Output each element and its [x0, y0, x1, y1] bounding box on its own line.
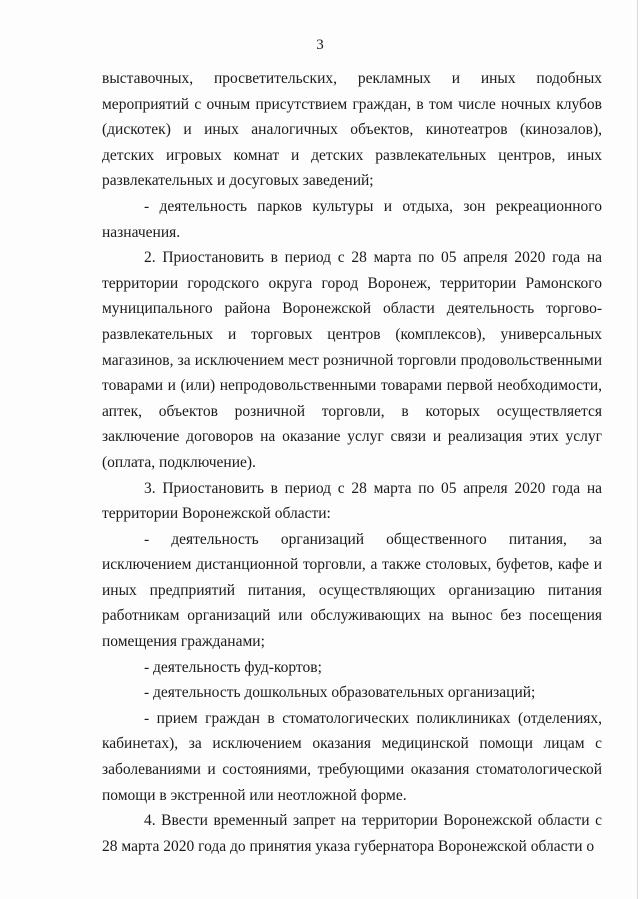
paragraph-dental: - прием граждан в стоматологических поликлиниках (отделениях, кабинетах), за исключением оказания медицинской помощи лицам с заболеваниями и состояниями, требующими оказания стоматологической помощи в экстренной или неотложной форме. — [102, 709, 602, 804]
page-number: 3 — [316, 37, 324, 53]
paragraph-item-2: 2. Приостановить в период с 28 марта по 05 апреля 2020 года на территории городского округа город Воронеж, территории Рамонского муниципального района Воронежской области деятельность торгово-развлекательных и торговых центров (комплексов), универсальных магазинов, за исключением мест розничной торговли продовольственными товарами и (или) непродовольственными товарами первой необходимости, аптек, объектов розничной торговли, в которых осуществляется заключение договоров на оказание услуг связи и реализация этих услуг (оплата, подключение). — [102, 249, 602, 471]
scan-edge-line — [637, 0, 638, 899]
document-body — [102, 66, 602, 859]
paragraph-item-4: 4. Ввести временный запрет на территории Воронежской области с 28 марта 2020 года до принятия указа губернатора Воронежской области о — [102, 812, 602, 855]
paragraph-food-courts: - деятельность фуд-кортов; — [144, 658, 322, 676]
paragraph-catering: - деятельность организаций общественного питания, за исключением дистанционной торговли, а также столовых, буфетов, кафе и иных предприятий питания, осуществляющих организацию питания работникам организаций или обслуживающих на вынос без посещения помещения гражданами; — [102, 530, 602, 651]
paragraph-continuation: выставочных, просветительских, рекламных и иных подобных мероприятий с очным присутствием граждан, в том числе ночных клубов (дискотек) и иных аналогичных объектов, кинотеатров (кинозалов), детских игровых комнат и детских развлекательных центров, иных развлекательных и досуговых заведений; — [102, 70, 602, 190]
paragraph-item-3: 3. Приостановить в период с 28 марта по 05 апреля 2020 года на территории Воронежской области: — [102, 479, 602, 523]
paragraph-parks: - деятельность парков культуры и отдыха, зон рекреационного назначения. — [102, 197, 602, 241]
paragraph-preschool: - деятельность дошкольных образовательных организаций; — [144, 684, 536, 702]
